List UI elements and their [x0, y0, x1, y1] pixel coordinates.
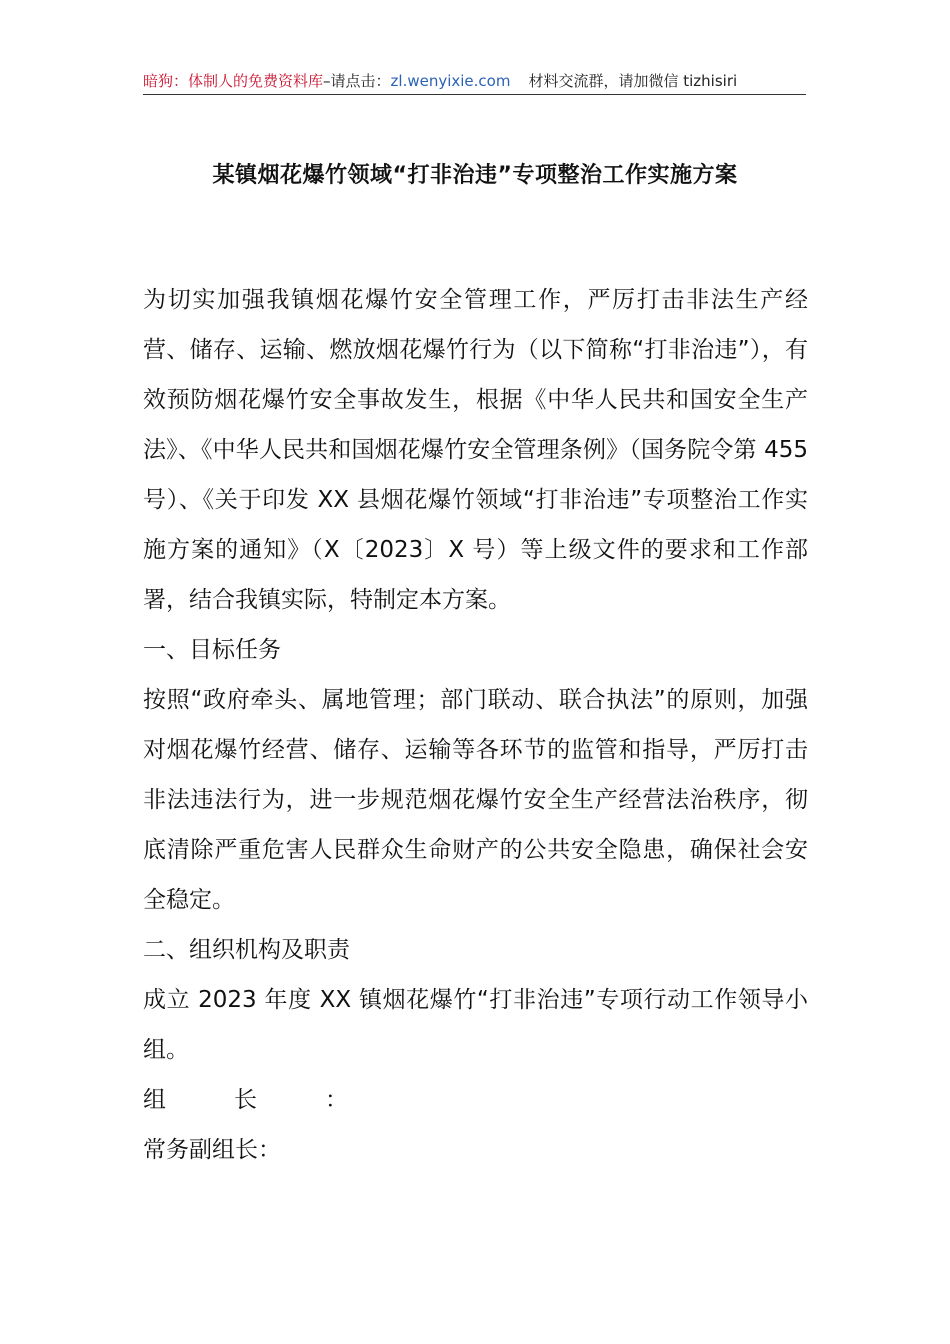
deputy-leader-line: [143, 1125, 808, 1175]
header-wechat-note: 材料交流群，请加微信 tizhisiri: [528, 72, 738, 90]
header-site-name: 暗狗：体制人的免费资料库: [143, 72, 324, 90]
page-header: [143, 68, 806, 95]
deputy-leader-label: 常务副组长：: [143, 1137, 281, 1163]
header-link[interactable]: zl.wenyixie.com: [390, 72, 511, 90]
header-prompt: –请点击：: [323, 72, 391, 90]
section1-paragraph: 按照“政府牵头、属地管理；部门联动、联合执法”的原则，加强对烟花爆竹经营、储存、运输等各环节的监管和指导，严厉打击非法违法行为，进一步规范烟花爆竹安全生产经营法治秩序，彻底清除严重危害人民群众生命财产的公共安全隐患，确保社会安全稳定。: [143, 687, 808, 913]
leader-label: 组长：: [143, 1087, 416, 1113]
section1-heading: 一、目标任务: [143, 637, 281, 663]
intro-paragraph: 为切实加强我镇烟花爆竹安全管理工作，严厉打击非法生产经营、储存、运输、燃放烟花爆竹行为（以下简称“打非治违”），有效预防烟花爆竹安全事故发生，根据《中华人民共和国安全生产法》、《中华人民共和国烟花爆竹安全管理条例》（国务院令第 455 号）、《关于印发 XX 县烟花爆竹领域“打非治违”专项整治工作实施方案的通知》（X〔2023〕X 号）等上级文件的要求和工作部署，结合我镇实际，特制定本方案。: [143, 287, 808, 613]
document-body: [143, 275, 808, 1175]
document-title: 某镇烟花爆竹领域“打非治违”专项整治工作实施方案: [212, 163, 738, 188]
section2-heading: 二、组织机构及职责: [143, 937, 350, 963]
section2-paragraph: 成立 2023 年度 XX 镇烟花爆竹“打非治违”专项行动工作领导小组。: [143, 987, 808, 1063]
leader-line: [143, 1075, 808, 1125]
